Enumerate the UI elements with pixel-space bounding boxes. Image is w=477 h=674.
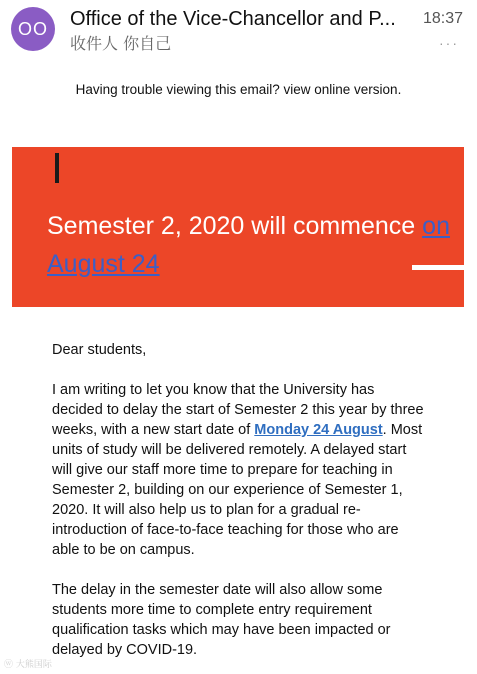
more-dots-icon[interactable]: ··· — [439, 35, 459, 51]
banner-headline — [47, 207, 457, 283]
recipient-line: 收件人 你自己 — [70, 34, 172, 53]
greeting: Dear students, — [52, 342, 147, 358]
body-paragraph-2: The delay in the semester date will also allow some students more time to complete entry requirement qualification tasks which may have been impacted or delayed by COVID-19. — [52, 582, 391, 658]
received-time: 18:37 — [422, 10, 463, 27]
banner-accent-bar — [412, 265, 464, 270]
body-paragraph-1 — [52, 380, 427, 560]
banner-date-link[interactable]: on August 24 — [47, 212, 450, 278]
start-date-link[interactable]: Monday 24 August — [254, 422, 383, 438]
email-header — [0, 0, 477, 62]
banner-mark — [55, 153, 59, 183]
sender-avatar[interactable]: OO — [11, 7, 55, 51]
email-body — [52, 340, 427, 660]
hero-banner — [12, 147, 464, 307]
banner-headline-text: Semester 2, 2020 will commence — [47, 212, 423, 240]
watermark: ⓦ 大熊国际 — [4, 660, 52, 670]
sender-name[interactable]: Office of the Vice-Chancellor and P... — [70, 8, 396, 30]
view-online-notice[interactable]: Having trouble viewing this email? view online version. — [75, 82, 402, 97]
paragraph-1-text-start: I am writing to let you know that the University has decided to delay the start of Semester 2 this year by three weeks, with a new start date of — [52, 382, 424, 438]
paragraph-1-text-end: . Most units of study will be delivered remotely. A delayed start will give our staff more time to prepare for teaching in Semester 2, building on our experience of Semester 1, 2020. It will also help us to plan for a gradual re-introduction of face-to-face teaching for those who are able to be on campus. — [52, 422, 423, 558]
